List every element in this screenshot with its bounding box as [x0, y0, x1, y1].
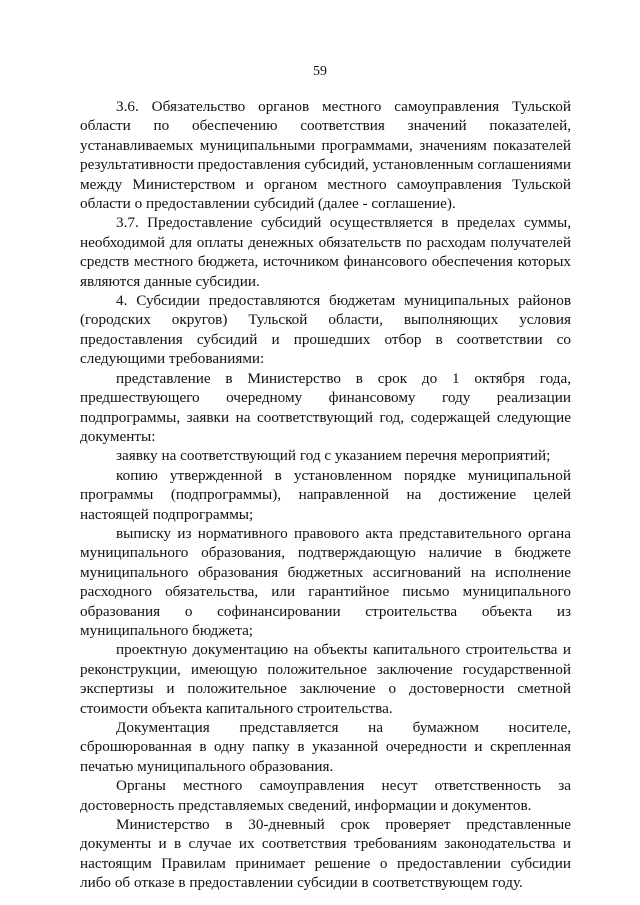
paragraph-document-budget-extract: выписку из нормативного правового акта представительного органа муниципального образования, подтверждающую наличие в бюджете муниципального образования бюджетных ассигнований на исполнение расходного обязательства, или гарантийное письмо муниципального образования о софинансировании строительства объекта из муниципального бюджета;: [80, 524, 571, 639]
body-text: [80, 97, 571, 893]
paragraph-ministry-review: Министерство в 30-дневный срок проверяет представленные документы и в случае их соответствия требованиям законодательства и настоящим Правилам принимает решение о предоставлении субсидии либо об отказе в предоставлении субсидии в соответствующем году.: [80, 816, 571, 892]
paragraph-requirement-submission: представление в Министерство в срок до 1 октября года, предшествующего очередному финансовому году реализации подпрограммы, заявки на соответствующий год, содержащей следующие документы:: [80, 369, 571, 445]
paragraph-document-project-docs: проектную документацию на объекты капитального строительства и реконструкции, имеющую положительное заключение государственной экспертизы и положительное заключение о достоверности сметной стоимости объекта капитального строительства.: [80, 641, 571, 717]
paragraph-3-6: 3.6. Обязательство органов местного самоуправления Тульской области по обеспечению соответствия значений показателей, устанавливаемых муниципальными программами, значениям показателей результативности предоставления субсидий, установленным соглашениями между Министерством и органом местного самоуправления Тульской области о предоставлении субсидий (далее - соглашение).: [80, 98, 571, 213]
paragraph-document-program-copy: копию утвержденной в установленном порядке муниципальной программы (подпрограммы), направленной на достижение целей настоящей подпрограммы;: [80, 466, 571, 523]
page-number: 59: [313, 64, 327, 79]
paragraph-3-7: 3.7. Предоставление субсидий осуществляется в пределах суммы, необходимой для оплаты денежных обязательств по расходам получателей средств местного бюджета, источником финансового обеспечения которых являются данные субсидии.: [80, 214, 571, 290]
paragraph-document-application: заявку на соответствующий год с указанием перечня мероприятий;: [116, 447, 551, 465]
paragraph-4: 4. Субсидии предоставляются бюджетам муниципальных районов (городских округов) Тульской области, выполняющих условия предоставления субсидий и прошедших отбор в соответствии со следующими требованиями:: [80, 292, 571, 368]
paragraph-documentation-format: Документация представляется на бумажном носителе, сброшюрованная в одну папку в указанной очередности и скрепленная печатью муниципального образования.: [80, 719, 571, 775]
paragraph-responsibility: Органы местного самоуправления несут ответственность за достоверность представляемых сведений, информации и документов.: [80, 777, 571, 814]
